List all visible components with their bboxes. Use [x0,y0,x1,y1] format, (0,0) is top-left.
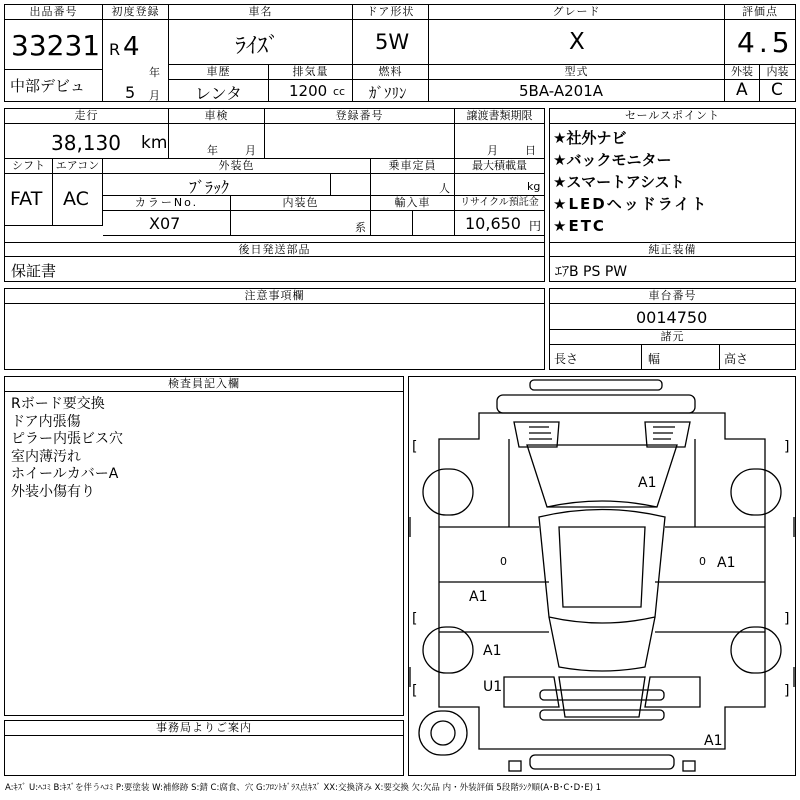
capacity-label: 乗車定員 [371,159,455,174]
cc-unit: cc [333,85,346,98]
mileage-label: 走行 [5,109,169,124]
car-diagram [409,377,795,775]
score-value: 4.5 [737,26,794,59]
genuine-equipment-value: ｴｱB PS PW [555,264,628,280]
bracket-right-bottom: ] [784,683,790,699]
length-label: 長さ [554,352,579,366]
model-code-label: 型式 [429,65,725,80]
year-unit: 年 [149,66,160,79]
recycle-value: 10,650 [465,214,521,233]
aircon-label: エアコン [53,159,103,174]
inspection-month-unit: 月 [245,144,256,157]
damage-mark: A1 [483,643,502,659]
door-type-label: ドア形状 [353,5,429,20]
shift-value: FAT [10,188,43,210]
kg-unit: kg [527,180,541,193]
month-value: 5 [125,83,136,101]
inspection-year-unit: 年 [207,144,218,157]
sales-points-label: セールスポイント [550,109,795,124]
interior-color-label: 内装色 [231,196,371,211]
lot-number-value: 33231 [11,29,101,62]
chassis-number-cell [550,304,795,330]
interior-score-cell [760,80,795,101]
color-no-cell [103,211,231,236]
interior-label: 内装 [760,65,795,80]
deadline-day-unit: 日 [525,144,536,157]
sales-point-item: ★LEDヘッドライト [553,195,709,213]
region-cell [5,70,103,101]
later-parts-value: 保証書 [11,262,57,280]
displacement-cell [269,80,353,101]
notes-section [4,288,545,370]
later-parts-cell [5,257,544,281]
sales-points-section [549,108,796,282]
first-registration-cell [103,20,169,101]
fuel-label: 燃料 [353,65,429,80]
interior-score-value: C [771,80,783,100]
sales-point-item: ★バックモニター [553,151,672,169]
shift-label: シフト [5,159,53,174]
inspector-notes-section [4,376,404,716]
exterior-color-label: 外装色 [103,159,371,174]
sales-points-list [553,127,708,237]
grade-label: グレード [429,5,725,20]
bracket-left-bottom: [ [412,683,418,699]
recycle-label: リサイクル預託金 [455,196,544,211]
chassis-number-value: 0014750 [636,308,708,327]
registration-number-label: 登録番号 [265,109,455,124]
inspection-cell [169,124,265,159]
header-section [4,4,796,102]
exterior-color-value: ﾌﾞﾗｯｸ [189,178,230,196]
model-code-value: 5BA-A201A [519,82,604,100]
import-cell-2 [413,211,455,236]
chassis-section [549,288,796,370]
chassis-number-label: 車台番号 [550,289,795,304]
exterior-color-cell [103,174,331,196]
color-no-value: X07 [149,214,181,233]
car-diagram-section [408,376,796,776]
damage-mark: U1 [483,679,503,695]
damage-mark: 0 [500,555,507,568]
dimensions-label: 諸元 [550,330,795,345]
inspector-note: Rボード要交換 [11,396,105,412]
displacement-label: 排気量 [269,65,353,80]
damage-mark: A1 [638,475,657,491]
mileage-cell [5,124,169,159]
sales-point-item: ★社外ナビ [553,129,627,147]
max-load-cell [455,174,544,196]
inspector-note: ピラー内張ビス穴 [11,431,123,447]
score-cell [725,20,795,65]
history-cell [169,80,269,101]
aircon-value: AC [63,188,89,210]
exterior-score-cell [725,80,760,101]
capacity-cell [371,174,455,196]
exterior-label: 外装 [725,65,760,80]
year-value: 4 [123,32,140,62]
width-cell [642,345,720,369]
length-cell [550,345,642,369]
grade-cell [429,20,725,65]
mileage-value: 38,130 [51,131,121,155]
color-suffix: 系 [355,221,366,234]
lot-number-label: 出品番号 [5,5,103,20]
sales-point-item: ★スマートアシスト [553,173,685,191]
damage-mark: A1 [704,733,723,749]
recycle-cell [455,211,544,236]
inspector-note: ドア内張傷 [11,413,81,430]
inspector-notes-label: 検査員記入欄 [5,377,403,392]
fuel-value: ｶﾞｿﾘﾝ [369,84,407,101]
damage-mark: A1 [717,555,736,571]
persons-unit: 人 [439,182,450,195]
bracket-right-mid: ] [784,611,790,627]
grade-value: X [569,29,585,55]
month-unit: 月 [149,89,160,101]
score-label: 評価点 [725,5,795,20]
inspection-label: 車検 [169,109,265,124]
door-type-cell [353,20,429,65]
height-label: 高さ [724,352,749,366]
deadline-month-unit: 月 [487,144,498,157]
office-notice-section [4,720,404,776]
damage-mark: 0 [699,555,706,568]
lot-number-cell [5,20,103,70]
registration-number-cell [265,124,455,159]
history-value: レンタ [195,84,242,101]
car-name-label: 車名 [169,5,353,20]
inspector-note: ホイールカバーA [11,466,119,482]
car-name-cell [169,20,353,65]
km-unit: km [141,133,168,153]
bracket-left-mid: [ [412,611,418,627]
bracket-left-top: [ [412,439,418,455]
era-value: R [109,40,121,59]
transfer-deadline-label: 譲渡書類期限 [455,109,544,124]
later-parts-label: 後日発送部品 [5,242,544,257]
inspector-note: 室内薄汚れ [11,448,81,465]
exterior-score-value: A [736,80,748,100]
aircon-cell [53,174,103,226]
import-cell-1 [371,211,413,236]
first-registration-label: 初度登録 [103,5,169,20]
inspector-notes-list [11,396,123,501]
import-label: 輸入車 [371,196,455,211]
door-type-value: 5W [375,30,410,54]
notes-label: 注意事項欄 [5,289,544,304]
bracket-right-top: ] [784,439,790,455]
damage-mark: A1 [469,589,488,605]
region-value: 中部デビュ [10,77,86,95]
inspector-note: 外装小傷有り [11,483,95,500]
yen-unit: 円 [529,219,542,233]
sales-point-item: ★ETC [553,217,606,235]
height-cell [720,345,795,369]
history-label: 車歴 [169,65,269,80]
details-section [4,108,545,282]
genuine-equipment-label: 純正装備 [550,242,795,257]
interior-color-cell [231,211,371,236]
office-notice-label: 事務局よりご案内 [5,721,403,736]
exterior-color-extra-cell [331,174,371,196]
car-name-value: ﾗｲｽﾞ [235,34,280,59]
width-label: 幅 [648,352,661,366]
transfer-deadline-cell [455,124,544,159]
shift-cell [5,174,53,226]
fuel-cell [353,80,429,101]
color-no-label: カラーNo. [103,196,231,211]
model-code-cell [429,80,725,101]
displacement-value: 1200 [289,82,328,100]
max-load-label: 最大積載量 [455,159,544,174]
legend-text: A:ｷｽﾞ U:ﾍｺﾐ B:ｷｽﾞを伴うﾍｺﾐ P:要塗装 W:補修跡 S:錆 C:腐食、穴 G:ﾌﾛﾝﾄｶﾞﾗｽ点ｷｽﾞ XX:交換済み X:要交換 欠:欠品 内・外装評価 5段階ﾗﾝｸ順(A･B･C･D･E) 1 [5,783,602,793]
